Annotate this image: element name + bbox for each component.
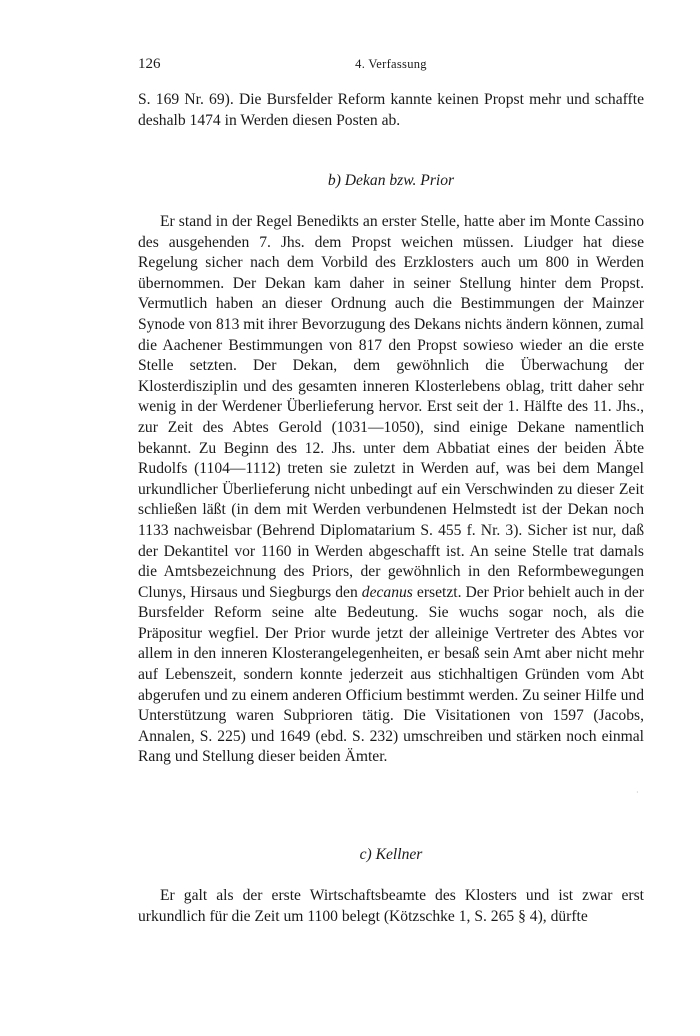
paragraph-dekan-prior	[138, 212, 644, 768]
section-body-dekan-prior	[138, 212, 644, 768]
section-body-kellner	[138, 886, 644, 927]
paragraph-dekan-prior-part-2: ersetzt. Der Prior behielt auch in der Bursfelder Reform seine alte Bedeutung. Sie wuchs sogar noch, als die Präpositur wegfiel. Der Prior wurde jetzt der alleinige Vertreter des Abtes vor allem in den inneren Klosterangelegenheiten, er besaß sein Amt aber nicht mehr auf Lebenszeit, sondern konnte jederzeit aus stichhaltigen Gründen vom Abt abgerufen und zu einem anderen Officium bestimmt werden. Zu seiner Hilfe und Unterstützung waren Subprioren tätig. Die Visitationen von 1597 (Jacobs, Annalen, S. 225) und 1649 (ebd. S. 232) umschreiben und stärken noch einmal Rang und Stellung dieser beiden Ämter.	[138, 583, 645, 766]
intro-paragraph-block	[138, 90, 644, 131]
paragraph-kellner: Er galt als der erste Wirtschaftsbeamte des Klosters und ist zwar erst urkundlich für die Zeit um 1100 belegt (Kötzschke 1, S. 265 § 4), dürfte	[138, 887, 644, 925]
term-decanus: decanus	[361, 583, 413, 601]
margin-mark: ·	[636, 788, 639, 797]
page-header	[138, 56, 644, 76]
running-head: 4. Verfassung	[355, 57, 427, 71]
paragraph-dekan-prior-part-1: Er stand in der Regel Benedikts an erster Stelle, hatte aber im Monte Cassino des ausgehenden 7. Jhs. dem Propst weichen müssen. Liudger hat diese Regelung sicher nach dem Vorbild des Erzklosters auch um 800 in Werden übernommen. Der Dekan kam daher in seiner Stellung hinter dem Propst. Vermutlich haben an dieser Ordnung auch die Bestimmungen der Mainzer Synode von 813 mit ihrer Bevorzugung des Dekans nichts ändern können, zumal die Aachener Bestimmungen von 817 den Propst sowieso wieder an die erste Stelle setzten. Der Dekan, dem gewöhnlich die Überwachung der Klosterdisziplin und des gesamten inneren Klosterlebens oblag, tritt daher sehr wenig in der Werdener Überlieferung hervor. Erst seit der 1. Hälfte des 11. Jhs., zur Zeit des Abtes Gerold (1031—1050), sind einige Dekane namentlich bekannt. Zu Beginn des 12. Jhs. unter dem Abbatiat eines der beiden Äbte Rudolfs (1104—1112) treten sie zuletzt in Werden auf, was bei dem Mangel urkundlicher Überlieferung nicht unbedingt auf ein Verschwinden zu dieser Zeit schließen läßt (in dem mit Werden verbundenen Helmstedt ist der Dekan noch 1133 nachweisbar (Behrend Diplomatarium S. 455 f. Nr. 3). Sicher ist nur, daß der Dekantitel vor 1160 in Werden abgeschafft ist. An seine Stelle trat damals die Amtsbezeichnung des Priors, der gewöhnlich in den Reformbewegungen Clunys, Hirsaus und Siegburgs den	[138, 213, 644, 601]
section-heading-dekan-prior: b) Dekan bzw. Prior	[327, 172, 455, 189]
section-heading-kellner: c) Kellner	[359, 846, 423, 863]
intro-paragraph: S. 169 Nr. 69). Die Bursfelder Reform kannte keinen Propst mehr und schaffte deshalb 1474 in Werden diesen Posten ab.	[138, 91, 644, 129]
page-number: 126	[138, 56, 161, 72]
